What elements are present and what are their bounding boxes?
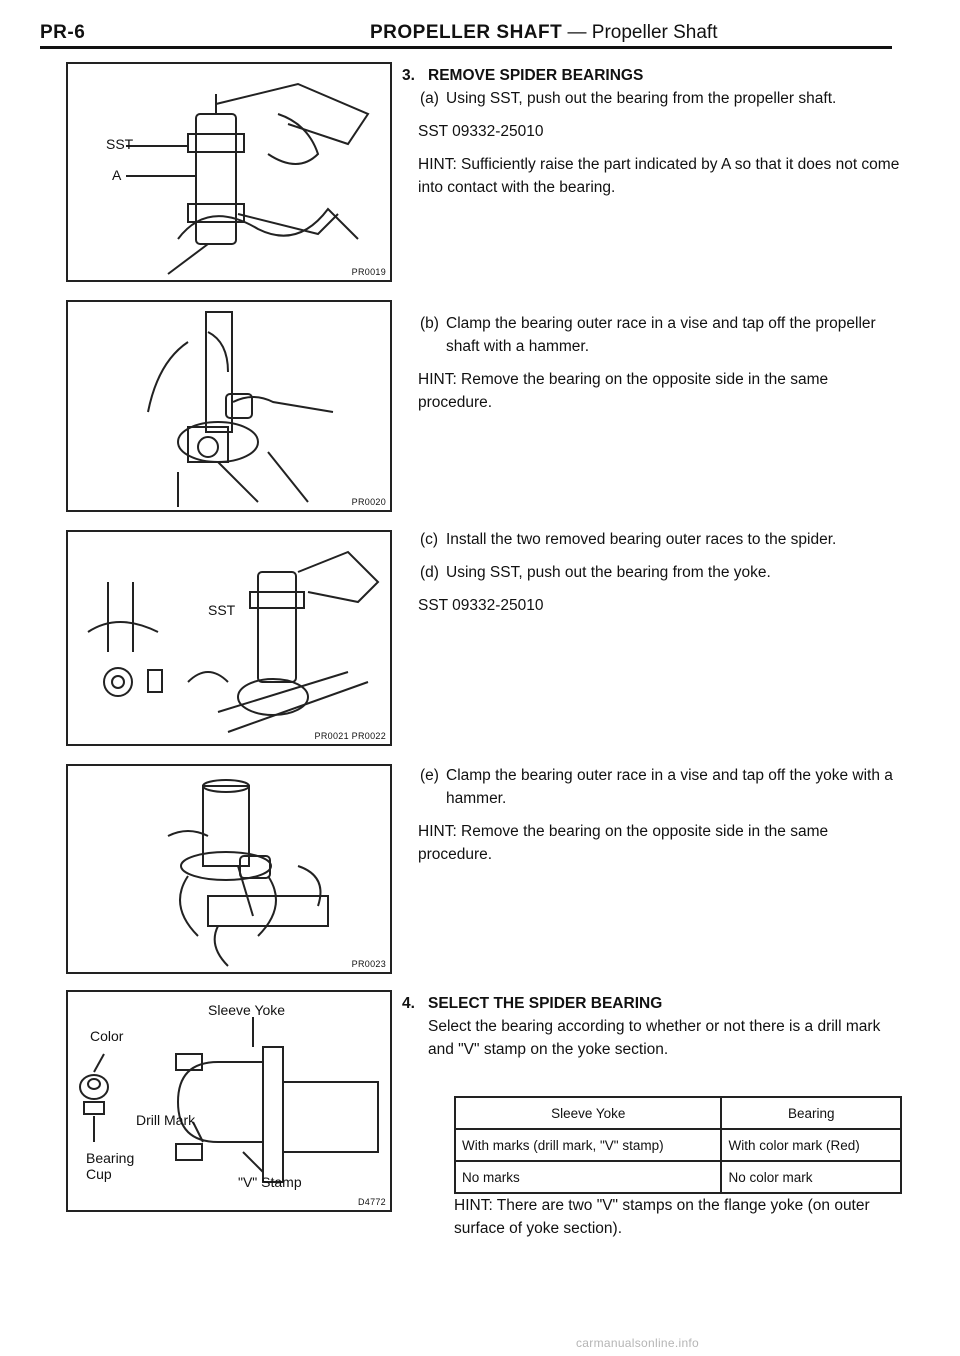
figure-pr0020: [66, 300, 392, 512]
step3a: (a) Using SST, push out the bearing from the propeller shaft.: [420, 90, 837, 107]
figure-pr0021-pr0022: [66, 530, 392, 746]
table-cell: With color mark (Red): [721, 1129, 901, 1161]
label-sst: SST: [208, 602, 236, 618]
table-cell: With marks (drill mark, "V" stamp): [455, 1129, 721, 1161]
step3a-hint: HINT: Sufficiently raise the part indicated by A so that it does not come into contact with the bearing.: [418, 156, 900, 196]
label-cup: Cup: [86, 1166, 112, 1182]
table-header-cell: Sleeve Yoke: [455, 1097, 721, 1129]
step3e: (e) Clamp the bearing outer race in a vise and tap off the yoke with a hammer.: [420, 767, 893, 807]
figure-pr0020-drawing: [68, 302, 390, 510]
step3c: (c) Install the two removed bearing outer races to the spider.: [420, 531, 837, 548]
step3cd-block: [402, 528, 902, 617]
table-header-cell: Bearing: [721, 1097, 901, 1129]
table-header-row: [455, 1097, 901, 1129]
step4-block: [402, 992, 902, 1061]
label-v-stamp: "V" Stamp: [238, 1174, 302, 1190]
step3-heading: 3. REMOVE SPIDER BEARINGS: [402, 67, 644, 84]
step4-hint: HINT: There are two "V" stamps on the flange yoke (on outer surface of yoke section).: [454, 1197, 870, 1237]
figure-code: PR0020: [351, 497, 386, 507]
step3e-block: [402, 764, 902, 866]
table-cell: No color mark: [721, 1161, 901, 1193]
step4-hint-block: [402, 1194, 902, 1240]
header-rule: [40, 46, 892, 49]
step3d: (d) Using SST, push out the bearing from the yoke.: [420, 564, 771, 581]
label-drill-mark: Drill Mark: [136, 1112, 196, 1128]
table-cell: No marks: [455, 1161, 721, 1193]
step3b-block: [402, 312, 902, 414]
section-title: PROPELLER SHAFT: [370, 22, 563, 43]
figure-code: PR0019: [351, 267, 386, 277]
figure-pr0021-drawing: [68, 532, 390, 744]
figure-code: D4772: [357, 1197, 386, 1207]
step3b: (b) Clamp the bearing outer race in a vise and tap off the propeller shaft with a hammer.: [420, 315, 876, 355]
step3e-hint: HINT: Remove the bearing on the opposite side in the same procedure.: [418, 823, 829, 863]
label-bearing: Bearing: [86, 1150, 135, 1166]
page-code: PR-6: [40, 22, 86, 43]
label-a: A: [112, 167, 122, 183]
page-title: [370, 22, 717, 44]
step3d-sst: SST 09332-25010: [418, 597, 544, 614]
figure-code: PR0023: [351, 959, 386, 969]
label-color: Color: [90, 1028, 124, 1044]
bearing-selection-table: [454, 1096, 902, 1194]
page-header: [40, 22, 892, 44]
step4-heading: 4. SELECT THE SPIDER BEARING: [402, 995, 663, 1012]
figure-pr0023-drawing: [68, 766, 390, 972]
step3-block: [402, 64, 902, 199]
figure-d4772-drawing: [68, 992, 390, 1210]
label-sleeve-yoke: Sleeve Yoke: [208, 1002, 286, 1018]
figure-d4772: [66, 990, 392, 1212]
step3b-hint: HINT: Remove the bearing on the opposite side in the same procedure.: [418, 371, 829, 411]
figure-code: PR0021 PR0022: [314, 731, 386, 741]
label-sst: SST: [106, 136, 134, 152]
table-row: [455, 1129, 901, 1161]
step4-text: Select the bearing according to whether or not there is a drill mark and "V" stamp on the yoke section.: [428, 1018, 881, 1058]
watermark: carmanualsonline.info: [576, 1336, 700, 1350]
figure-pr0019: [66, 62, 392, 282]
subsection-title: — Propeller Shaft: [567, 22, 718, 43]
step3a-sst: SST 09332-25010: [418, 123, 544, 140]
figure-pr0023: [66, 764, 392, 974]
table-row: [455, 1161, 901, 1193]
